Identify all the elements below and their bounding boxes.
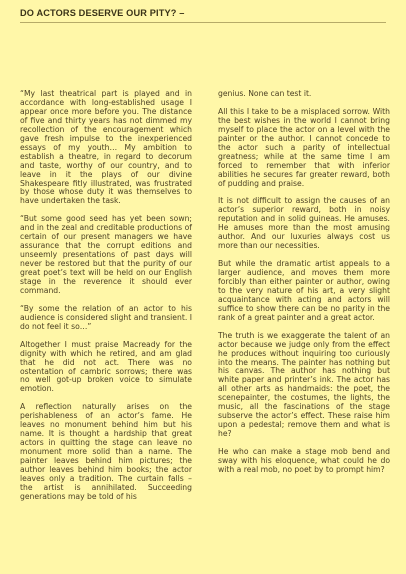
paragraph: genius. None can test it. [218, 89, 312, 98]
title-rule [20, 22, 386, 23]
paragraph: “My last theatrical part is played and in accordance with long-established usage I appear once more before you. The distance of five and thirty years has not dimmed my recollection of the encouragement which gave fresh impulse to the inexperienced essays of my youth… My ambition to establish a theatre, in regard to decorum and taste, worthy of our country, and to leave in it the plays of our divine Shakespeare fitly illustrated, was frustrated by those whose duty it was themselves to have undertaken the task. [20, 89, 192, 206]
paragraph: “By some the relation of an actor to his audience is considered slight and transient. I do not feel it so…” [20, 303, 192, 331]
paragraph: A reflection naturally arises on the perishableness of an actor’s fame. He leaves no monument behind him but his name. It is thought a hardship that great actors in quitting the stage can leave no monument more solid than a name. The painter leaves behind him pictures; the author leaves behind him books; the actor leaves only a tradition. The curtain falls – the artist is annihilated. Succeeding generations may be told of his [20, 402, 192, 501]
right-column [218, 90, 390, 475]
paragraph: It is not difficult to assign the causes of an actor’s superior reward, both in noisy reputation and in solid guineas. He amuses. He amuses more than the most amusing author. And our luxuries always cost us more than our necessities. [218, 196, 390, 251]
paragraph: All this I take to be a misplaced sorrow. With the best wishes in the world I cannot bring myself to place the actor on a level with the painter or the author. I cannot concede to the actor such a parity of intellectual greatness; while at the same time I am forced to remember that with inferior abilities he secures far greater reward, both of pudding and praise. [218, 106, 390, 188]
article-title: DO ACTORS DESERVE OUR PITY? – [20, 8, 185, 18]
paragraph: Altogether I must praise Macready for the dignity with which he retired, and am glad that he did not act. There was no ostentation of cambric sorrows; there was no well got-up broken voice to simulate emotion. [20, 339, 192, 394]
paragraph: He who can make a stage mob bend and sway with his eloquence, what could he do with a real mob, no poet by to prompt him? [218, 447, 390, 474]
left-column [20, 90, 192, 502]
paragraph: The truth is we exaggerate the talent of an actor because we judge only from the effect he produces without inquiring too curiously into the means. The painter has nothing but his canvas. The author has nothing but white paper and printer’s ink. The actor has all other arts as handmaids: the poet, the scenepainter, the costumes, the lights, the music, all the fascinations of the stage subserve the actor’s effect. These raise him upon a pedestal; remove them and what is he? [218, 330, 390, 439]
paragraph: But while the dramatic artist appeals to a larger audience, and moves them more forcibly than either painter or author, owing to the very nature of his art, a very slight acquaintance with acting and actors will suffice to show there can be no parity in the rank of a great painter and a great actor. [218, 259, 390, 322]
paragraph: “But some good seed has yet been sown; and in the zeal and creditable productions of certain of our present managers we have assurance that the corrupt editions and unseemly presentations of past days will never be restored but that the purity of our great poet’s text will be held on our English stage in the reverence it should ever command. [20, 214, 192, 295]
